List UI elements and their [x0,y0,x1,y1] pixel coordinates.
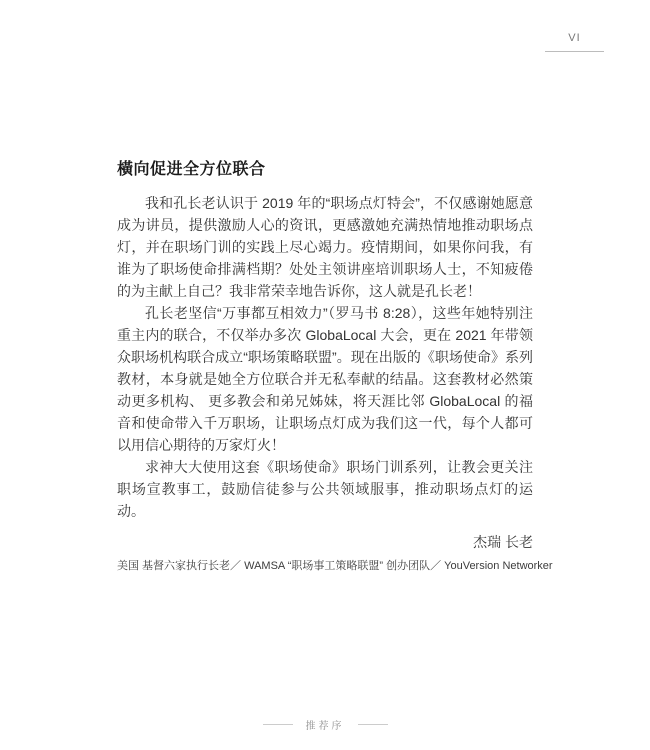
page-footer [0,717,650,732]
section-heading: 橫向促进全方位联合 [117,161,266,178]
paragraph-3: 求神大大使用这套《职场使命》职场门训系列，让教会更关注职场宣教事工，鼓励信徒参与公共领域服事，推动职场点灯的运动。 [117,459,533,519]
footer-section-label: 推荐序 [305,721,345,732]
page-number: VI [568,32,581,44]
author-signature: 杰瑞 长老 [473,534,533,550]
content-column [117,156,553,574]
footer-rule-left [263,724,293,725]
paragraph-2: 孔长老坚信“万事都互相效力”（罗马书 8:28），这些年她特别注重主内的联合，不仅举办多次 GlobaLocal 大会，更在 2021 年带领众职场机构联合成立“职场策略联盟”。现在出版的《职场使命》系列教材，本身就是她全方位联合并无私奉献的结晶。这套教材必然策动更多机构、 更多教会和弟兄姊妹，将天涯比邻 GlobaLocal 的福音和使命带入千万职场，让职场点灯成为我们这一代，每个人都可以用信心期待的万家灯火！ [117,305,533,453]
author-attribution: 美国 基督六家执行长老／ WAMSA “职场事工策略联盟” 创办团队／ YouVersion Networker [117,560,553,572]
footer-rule-right [358,724,388,725]
page-number-block [545,28,604,52]
page-number-rule [545,51,604,52]
paragraph-1: 我和孔长老认识于 2019 年的“职场点灯特会”，不仅感谢她愿意成为讲员，提供激励人心的资讯，更感激她充满热情地推动职场点灯，并在职场门训的实践上尽心竭力。疫情期间，如果你问我，有谁为了职场使命排满档期？处处主领讲座培训职场人士，不知疲倦的为主献上自己？我非常荣幸地告诉你，这人就是孔长老！ [117,195,533,299]
